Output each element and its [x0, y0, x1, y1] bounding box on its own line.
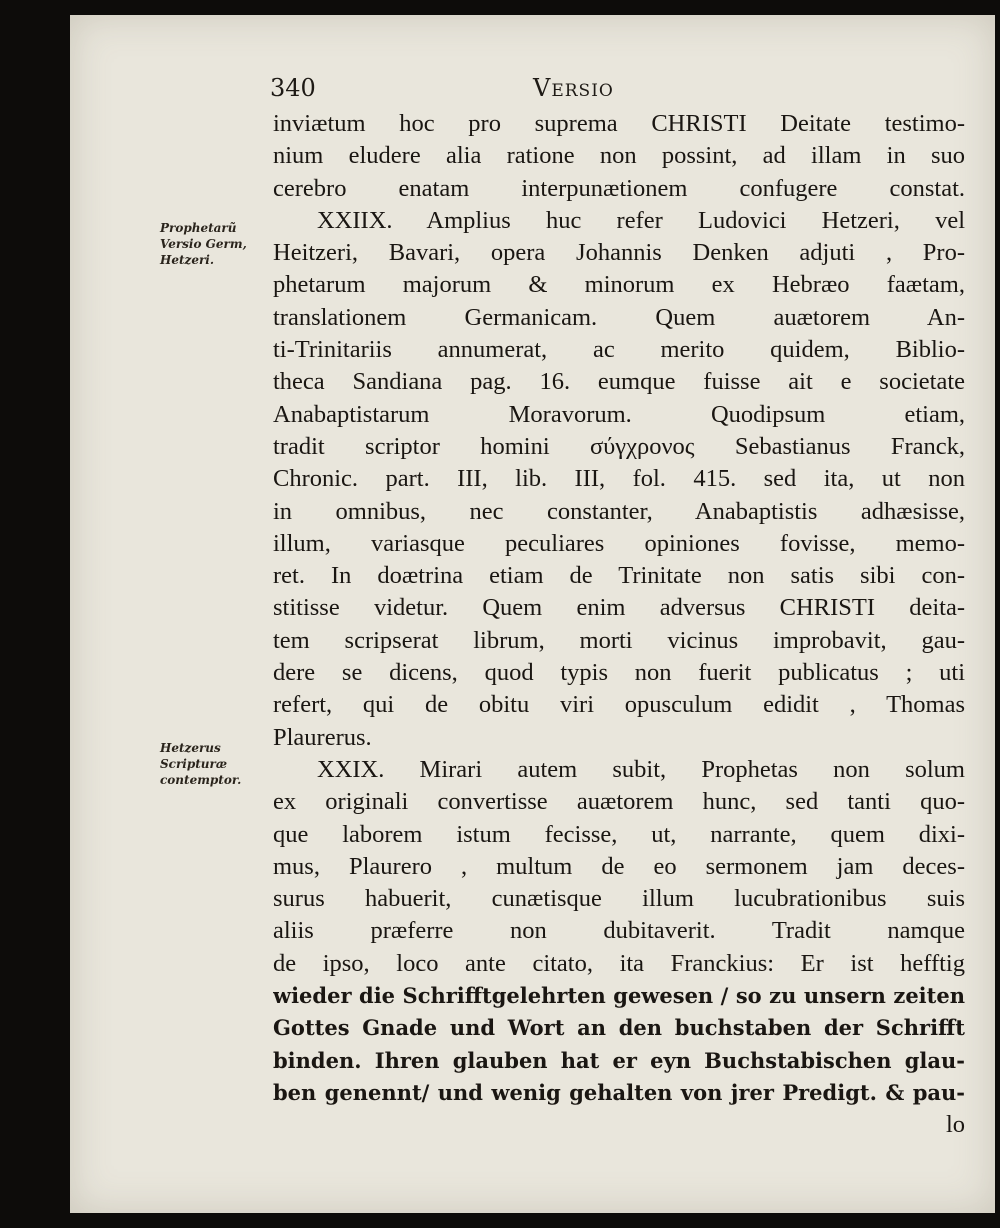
text-line: phetarum majorum & minorum ex Hebræo faætam,: [273, 271, 965, 299]
fraktur-line: Gottes Gnade und Wort an den buchstaben der Schrifft: [273, 1015, 965, 1041]
text-line: Heitzeri, Bavari, opera Johannis Denken adjuti , Pro-: [273, 239, 965, 267]
text-line: aliis præferre non dubitaverit. Tradit namque: [273, 917, 965, 945]
margin-note-line: contemptor.: [160, 773, 242, 787]
text-line: illum, variasque peculiares opiniones fovisse, memo-: [273, 529, 965, 557]
text-line: stitisse videtur. Quem enim adversus CHRISTI deita-: [273, 594, 965, 622]
page-header: [270, 74, 960, 108]
text-line: ret. In doætrina etiam de Trinitate non satis sibi con-: [273, 562, 965, 590]
catchword: lo: [945, 1111, 965, 1139]
text-line: de ipso, loco ante citato, ita Franckius: Er ist hefftig: [273, 949, 965, 977]
text-line: Anabaptistarum Moravorum. Quodipsum etiam,: [273, 400, 965, 428]
text-line: Plaurerus.: [273, 723, 372, 751]
margin-note: [160, 220, 280, 268]
text-line: tradit scriptor homini σύγχρονος Sebastianus Franck,: [273, 432, 965, 460]
text-line: ti-Trinitariis annumerat, ac merito quidem, Biblio-: [273, 336, 965, 364]
text-line: mus, Plaurero , multum de eo sermonem jam deces-: [273, 852, 965, 880]
page-number: 340: [270, 74, 316, 102]
text-line: ex originali convertisse auætorem hunc, sed tanti quo-: [273, 788, 965, 816]
fraktur-line: ben genennt/ und wenig gehalten von jrer Predigt. & pau-: [273, 1079, 965, 1105]
margin-note-line: Hetzeri.: [160, 253, 215, 267]
text-line: que laborem istum fecisse, ut, narrante, quem dixi-: [273, 820, 965, 848]
margin-note-line: Scripturæ: [160, 757, 228, 771]
text-line: tem scripserat librum, morti vicinus improbavit, gau-: [273, 626, 965, 654]
running-head: Versio: [533, 74, 614, 102]
text-line: Chronic. part. III, lib. III, fol. 415. sed ita, ut non: [273, 465, 965, 493]
fraktur-line: wieder die Schrifftgelehrten gewesen / so zu unsern zeiten: [273, 983, 965, 1009]
text-line: nium eludere alia ratione non possint, ad illam in suo: [273, 142, 965, 170]
paragraph-start-line: XXIIX. Amplius huc refer Ludovici Hetzeri, vel: [317, 206, 965, 234]
margin-note-line: Hetzerus: [160, 741, 221, 755]
margin-note-line: Prophetarũ: [160, 221, 237, 235]
text-line: translationem Germanicam. Quem auætorem An-: [273, 303, 965, 331]
text-line: theca Sandiana pag. 16. eumque fuisse ait e societate: [273, 368, 965, 396]
fraktur-line: binden. Ihren glauben hat er eyn Buchstabischen glau-: [273, 1047, 965, 1073]
text-line: surus habuerit, cunætisque illum lucubrationibus suis: [273, 885, 965, 913]
text-line: cerebro enatam interpunætionem confugere constat.: [273, 174, 965, 202]
text-line: refert, qui de obitu viri opusculum edidit , Thomas: [273, 691, 965, 719]
margin-note-line: Versio Germ,: [160, 237, 247, 251]
text-line: dere se dicens, quod typis non fuerit publicatus ; uti: [273, 659, 965, 687]
text-line: in omnibus, nec constanter, Anabaptistis adhæsisse,: [273, 497, 965, 525]
text-line: inviætum hoc pro suprema CHRISTI Deitate testimo-: [273, 110, 965, 137]
body-text: [273, 108, 965, 1142]
margin-note: [160, 740, 280, 788]
paragraph-start-line: XXIX. Mirari autem subit, Prophetas non solum: [317, 755, 965, 783]
